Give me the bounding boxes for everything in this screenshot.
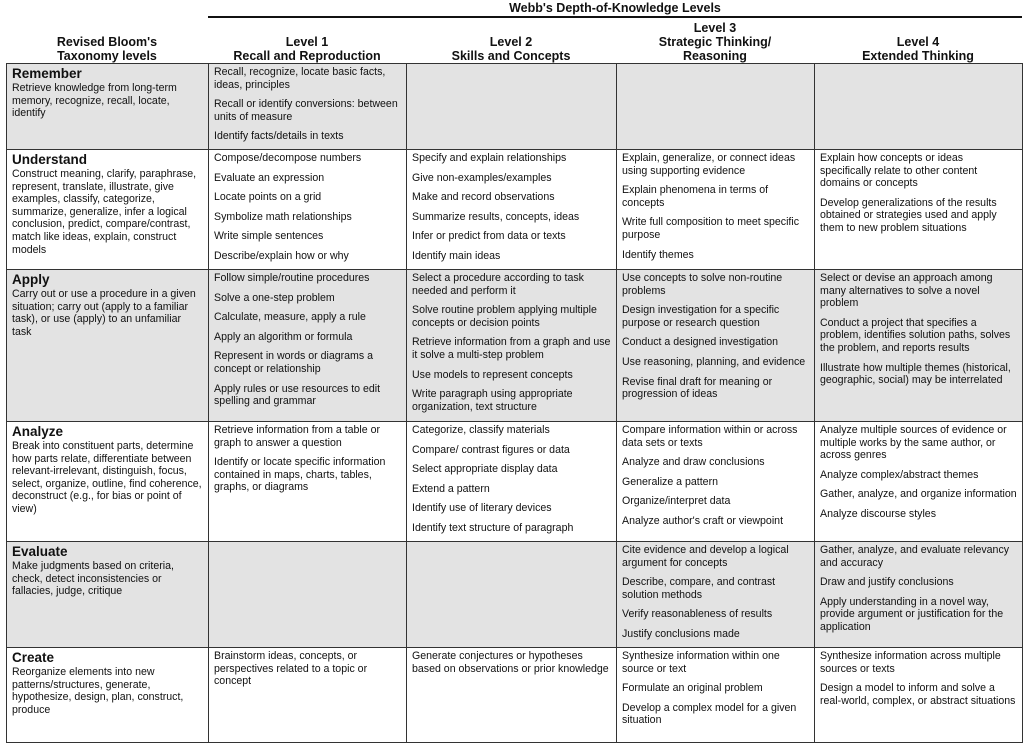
bloom-category-cell xyxy=(7,270,209,422)
bloom-dok-table xyxy=(6,63,1023,743)
cell-item: Follow simple/routine procedures xyxy=(214,272,370,284)
cell-item: Compare information within or across data sets or texts xyxy=(622,424,798,449)
cell-item: Identify text structure of paragraph xyxy=(412,521,574,534)
level-3-name: Strategic Thinking/ xyxy=(658,35,772,49)
bloom-category-name: Analyze xyxy=(12,424,64,439)
level-3-cell xyxy=(617,542,815,648)
cell-item: Justify conclusions made xyxy=(622,627,740,640)
cell-item: Specify and explain relationships xyxy=(412,152,567,164)
cell-item: Draw and justify conclusions xyxy=(820,576,954,589)
bloom-category-cell xyxy=(7,422,209,542)
cell-item: Recall or identify conversions: between units of measure xyxy=(214,98,398,123)
bloom-category-name: Evaluate xyxy=(12,544,68,559)
bloom-header-line: Revised Bloom's xyxy=(56,35,158,49)
table-row xyxy=(7,542,1023,648)
bloom-category-name: Apply xyxy=(12,272,50,287)
cell-item: Revise final draft for meaning or progression of ideas xyxy=(622,375,773,401)
cell-item: Analyze discourse styles xyxy=(820,507,936,520)
cell-item: Identify facts/details in texts xyxy=(214,130,344,143)
cell-item: Extend a pattern xyxy=(412,482,490,495)
level-1-header xyxy=(208,17,406,63)
cell-item: Cite evidence and develop a logical argument for concepts xyxy=(622,544,789,569)
bloom-category-name: Remember xyxy=(12,66,82,81)
cell-item: Compose/decompose numbers xyxy=(214,152,362,164)
cell-item: Design a model to inform and solve a real-world, complex, or abstract situations xyxy=(820,682,1016,707)
level-3-cell xyxy=(617,648,815,743)
cell-item: Apply an algorithm or formula xyxy=(214,330,353,343)
cell-item: Brainstorm ideas, concepts, or perspectives related to a topic or concept xyxy=(214,650,368,688)
level-1-name: Recall and Reproduction xyxy=(233,49,381,63)
cell-item: Select or devise an approach among many alternatives to solve a novel problem xyxy=(820,272,993,310)
cell-item: Synthesize information across multiple sources or texts xyxy=(820,650,1001,675)
level-3-header xyxy=(616,17,814,63)
bloom-category-name: Create xyxy=(12,650,55,665)
cell-item: Use concepts to solve non-routine problems xyxy=(622,272,783,297)
cell-item: Analyze multiple sources of evidence or multiple works by the same author, or across genres xyxy=(820,424,1007,462)
level-2-cell xyxy=(407,150,617,270)
cell-item: Generalize a pattern xyxy=(622,475,718,488)
bloom-category-description: Construct meaning, clarify, paraphrase, represent, translate, illustrate, give examples, classify, categorize, summarize, generalize, infer a logical conclusion, predict, compare/contrast, match like ideas, explain, construct models xyxy=(12,168,197,256)
cell-item: Develop a complex model for a given situation xyxy=(622,701,797,727)
bloom-category-description: Make judgments based on criteria, check, detect inconsistencies or fallacies, judge, critique xyxy=(12,560,174,598)
cell-item: Locate points on a grid xyxy=(214,191,322,204)
cell-item: Retrieve information from a table or graph to answer a question xyxy=(214,424,381,449)
bloom-category-description: Reorganize elements into new patterns/structures, generate, hypothesize, design, plan, construct, produce xyxy=(12,666,184,716)
level-3-cell xyxy=(617,422,815,542)
level-4-header xyxy=(814,17,1022,63)
level-1-cell xyxy=(209,422,407,542)
cell-item: Write paragraph using appropriate organization, text structure xyxy=(412,388,573,413)
cell-item: Conduct a project that specifies a problem, identifies solution paths, solves the problem, and reports results xyxy=(820,316,1011,354)
level-2-cell xyxy=(407,648,617,743)
level-3-number: Level 3 xyxy=(693,21,737,35)
level-1-cell xyxy=(209,64,407,150)
cell-item: Solve a one-step problem xyxy=(214,291,335,304)
cell-item: Describe/explain how or why xyxy=(214,249,349,262)
bloom-category-description: Break into constituent parts, determine how parts relate, differentiate between relevant-irrelevant, distinguish, focus, select, organize, outline, find coherence, deconstruct (e.g., for bias or point of view) xyxy=(12,440,202,515)
empty-cell xyxy=(209,542,407,648)
level-4-cell xyxy=(815,270,1023,422)
cell-item: Symbolize math relationships xyxy=(214,210,352,223)
cell-item: Gather, analyze, and evaluate relevancy and accuracy xyxy=(820,544,1010,569)
cell-item: Explain phenomena in terms of concepts xyxy=(622,184,769,209)
level-4-cell xyxy=(815,422,1023,542)
level-3-name-line2: Reasoning xyxy=(683,49,747,63)
cell-item: Identify or locate specific information contained in maps, charts, tables, graphs, or diagrams xyxy=(214,456,386,494)
level-4-number: Level 4 xyxy=(896,35,940,49)
bloom-column-header xyxy=(6,17,208,63)
cell-item: Formulate an original problem xyxy=(622,682,763,695)
cell-item: Explain, generalize, or connect ideas using supporting evidence xyxy=(622,152,796,177)
empty-cell xyxy=(815,64,1023,150)
empty-cell xyxy=(407,542,617,648)
cell-item: Solve routine problem applying multiple concepts or decision points xyxy=(412,304,597,329)
level-4-cell xyxy=(815,648,1023,743)
cell-item: Identify main ideas xyxy=(412,249,501,262)
cell-item: Analyze complex/abstract themes xyxy=(820,468,979,481)
bloom-category-cell xyxy=(7,64,209,150)
cell-item: Use reasoning, planning, and evidence xyxy=(622,355,806,368)
cell-item: Identify themes xyxy=(622,248,694,261)
empty-cell xyxy=(407,64,617,150)
bloom-category-cell xyxy=(7,150,209,270)
table-row xyxy=(7,422,1023,542)
table-row xyxy=(7,270,1023,422)
cell-item: Select a procedure according to task needed and perform it xyxy=(412,272,584,297)
cell-item: Write full composition to meet specific purpose xyxy=(622,216,800,241)
level-1-cell xyxy=(209,648,407,743)
cell-item: Compare/ contrast figures or data xyxy=(412,443,570,456)
cell-item: Infer or predict from data or texts xyxy=(412,230,566,243)
cell-item: Summarize results, concepts, ideas xyxy=(412,210,580,223)
cell-item: Identify use of literary devices xyxy=(412,502,552,515)
cell-item: Synthesize information within one source or text xyxy=(622,650,780,675)
level-1-cell xyxy=(209,270,407,422)
cell-item: Categorize, classify materials xyxy=(412,424,550,436)
cell-item: Explain how concepts or ideas specifically relate to other content domains or concepts xyxy=(820,152,978,190)
cell-item: Illustrate how multiple themes (historical, geographic, social) may be interrelated xyxy=(820,361,1011,387)
table-row xyxy=(7,150,1023,270)
cell-item: Recall, recognize, locate basic facts, ideas, principles xyxy=(214,66,386,91)
cell-item: Make and record observations xyxy=(412,191,555,204)
bloom-category-name: Understand xyxy=(12,152,88,167)
cell-item: Write simple sentences xyxy=(214,230,324,243)
level-2-name: Skills and Concepts xyxy=(451,49,571,63)
level-1-cell xyxy=(209,150,407,270)
level-2-cell xyxy=(407,270,617,422)
table-row xyxy=(7,648,1023,743)
cell-item: Describe, compare, and contrast solution methods xyxy=(622,576,776,601)
bloom-header-line: Taxonomy levels xyxy=(57,49,157,63)
cell-item: Analyze and draw conclusions xyxy=(622,456,765,469)
level-3-cell xyxy=(617,150,815,270)
cell-item: Analyze author's craft or viewpoint xyxy=(622,514,784,527)
bloom-category-cell xyxy=(7,648,209,743)
cell-item: Retrieve information from a graph and use it solve a multi-step problem xyxy=(412,336,611,361)
cell-item: Apply rules or use resources to edit spelling and grammar xyxy=(214,382,381,408)
cell-item: Develop generalizations of the results obtained or strategies used and apply them to new problem situations xyxy=(820,196,997,234)
level-2-header xyxy=(406,17,616,63)
dok-levels-title: Webb's Depth-of-Knowledge Levels xyxy=(208,1,1022,18)
empty-cell xyxy=(617,64,815,150)
cell-item: Apply understanding in a novel way, provide argument or justification for the application xyxy=(820,595,1004,633)
level-4-name: Extended Thinking xyxy=(862,49,974,63)
cell-item: Design investigation for a specific purpose or research question xyxy=(622,304,780,329)
bloom-category-description: Carry out or use a procedure in a given situation; carry out (apply to a familiar task), or use (apply) to an unfamiliar task xyxy=(12,288,196,338)
table-row xyxy=(7,64,1023,150)
cell-item: Evaluate an expression xyxy=(214,171,325,184)
level-1-number: Level 1 xyxy=(285,35,329,49)
cell-item: Conduct a designed investigation xyxy=(622,336,779,349)
cell-item: Calculate, measure, apply a rule xyxy=(214,311,366,324)
level-4-cell xyxy=(815,150,1023,270)
cell-item: Generate conjectures or hypotheses based on observations or prior knowledge xyxy=(412,650,609,675)
level-2-cell xyxy=(407,422,617,542)
bloom-category-cell xyxy=(7,542,209,648)
cell-item: Give non-examples/examples xyxy=(412,171,552,184)
cell-item: Use models to represent concepts xyxy=(412,368,573,381)
bloom-category-description: Retrieve knowledge from long-term memory, recognize, recall, locate, identify xyxy=(12,82,177,120)
cell-item: Verify reasonableness of results xyxy=(622,608,773,621)
cell-item: Select appropriate display data xyxy=(412,463,558,476)
level-3-cell xyxy=(617,270,815,422)
cell-item: Gather, analyze, and organize information xyxy=(820,488,1017,501)
level-2-number: Level 2 xyxy=(489,35,533,49)
cell-item: Organize/interpret data xyxy=(622,495,731,508)
cell-item: Represent in words or diagrams a concept or relationship xyxy=(214,350,373,375)
level-4-cell xyxy=(815,542,1023,648)
